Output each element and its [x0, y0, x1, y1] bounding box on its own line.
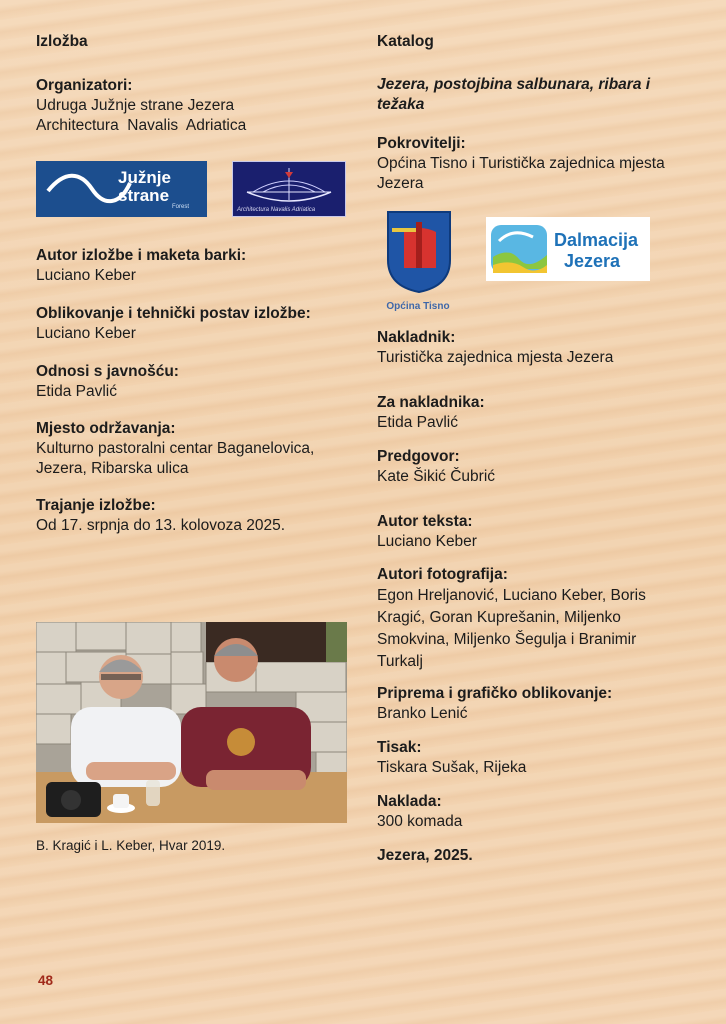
- page-number: 48: [38, 973, 54, 988]
- left-credits: [36, 246, 346, 536]
- venue-line-2: Jezera, Ribarska ulica: [36, 460, 189, 477]
- photo-caption: B. Kragić i L. Keber, Hvar 2019.: [36, 838, 226, 853]
- juzne-logo-line2: strane: [118, 186, 170, 205]
- organizer-2: Architectura Navalis Adriatica: [36, 117, 247, 134]
- dalmacija-logo-line1: Dalmacija: [554, 230, 639, 250]
- design-value: Luciano Keber: [36, 325, 136, 342]
- text-author-value: Luciano Keber: [377, 533, 477, 550]
- for-publisher-label: Za nakladnika:: [377, 394, 485, 411]
- photo-authors-line-2: Kragić, Goran Kuprešanin, Miljenko: [377, 609, 621, 626]
- author-label: Autor izložbe i maketa barki:: [36, 247, 247, 264]
- ana-logo-text: Architectura Navalis Adriatica: [237, 207, 316, 213]
- sponsors-line-2: Jezera: [377, 175, 424, 192]
- organizers-label: Organizatori:: [36, 77, 133, 94]
- foreword-label: Predgovor:: [377, 448, 460, 465]
- sponsors-label: Pokrovitelji:: [377, 135, 466, 152]
- right-column: [377, 32, 697, 194]
- photo-authors-line-3: Smokvina, Miljenko Šegulja i Branimir: [377, 631, 637, 648]
- dalmacija-logo-line2: Jezera: [564, 251, 621, 271]
- sponsors-line-1: Općina Tisno i Turistička zajednica mjesta: [377, 155, 665, 172]
- pr-value: Etida Pavlić: [36, 383, 117, 400]
- juzne-logo-small: Forest: [172, 204, 190, 210]
- author-value: Luciano Keber: [36, 267, 136, 284]
- dalmacija-jezera-logo: [486, 217, 650, 281]
- text-author-label: Autor teksta:: [377, 513, 473, 530]
- photo: [36, 622, 347, 823]
- place-date: Jezera, 2025.: [377, 847, 473, 864]
- design-label: Oblikovanje i tehnički postav izložbe:: [36, 305, 311, 322]
- photo-authors-label: Autori fotografija:: [377, 566, 508, 583]
- venue-line-1: Kulturno pastoralni centar Baganelovica,: [36, 440, 315, 457]
- duration-value: Od 17. srpnja do 13. kolovoza 2025.: [36, 517, 286, 534]
- for-publisher-value: Etida Pavlić: [377, 414, 458, 431]
- photo-authors-line-1: Egon Hreljanović, Luciano Keber, Boris: [377, 587, 646, 604]
- foreword-value: Kate Šikić Čubrić: [377, 468, 496, 485]
- publisher-label: Nakladnik:: [377, 329, 456, 346]
- right-credits: [377, 328, 697, 866]
- crest-caption: Općina Tisno: [386, 301, 450, 312]
- catalog-heading: Katalog: [377, 33, 434, 50]
- pr-label: Odnosi s javnošću:: [36, 363, 179, 380]
- organizer-1: Udruga Južnje strane Jezera: [36, 97, 235, 114]
- publisher-value: Turistička zajednica mjesta Jezera: [377, 349, 614, 366]
- juzne-strane-logo: [36, 161, 207, 217]
- photo-image: [36, 622, 347, 823]
- dalmacija-wave-icon: [489, 219, 551, 279]
- print-label: Tisak:: [377, 739, 422, 756]
- photo-authors-line-4: Turkalj: [377, 653, 423, 670]
- duration-label: Trajanje izložbe:: [36, 497, 156, 514]
- exhibition-heading: Izložba: [36, 33, 88, 50]
- venue-label: Mjesto održavanja:: [36, 420, 176, 437]
- edition-label: Naklada:: [377, 793, 442, 810]
- tisno-crest-icon: [386, 210, 452, 294]
- catalog-title-line-1: Jezera, postojbina salbunara, ribara i: [377, 76, 651, 93]
- print-value: Tiskara Sušak, Rijeka: [377, 759, 527, 776]
- ana-logo: [232, 161, 346, 217]
- juzne-logo-line1: Južnje: [118, 168, 171, 187]
- edition-value: 300 komada: [377, 813, 463, 830]
- prep-value: Branko Lenić: [377, 705, 468, 722]
- catalog-title-line-2: težaka: [377, 96, 425, 113]
- left-column: [36, 32, 346, 136]
- prep-label: Priprema i grafičko oblikovanje:: [377, 685, 613, 702]
